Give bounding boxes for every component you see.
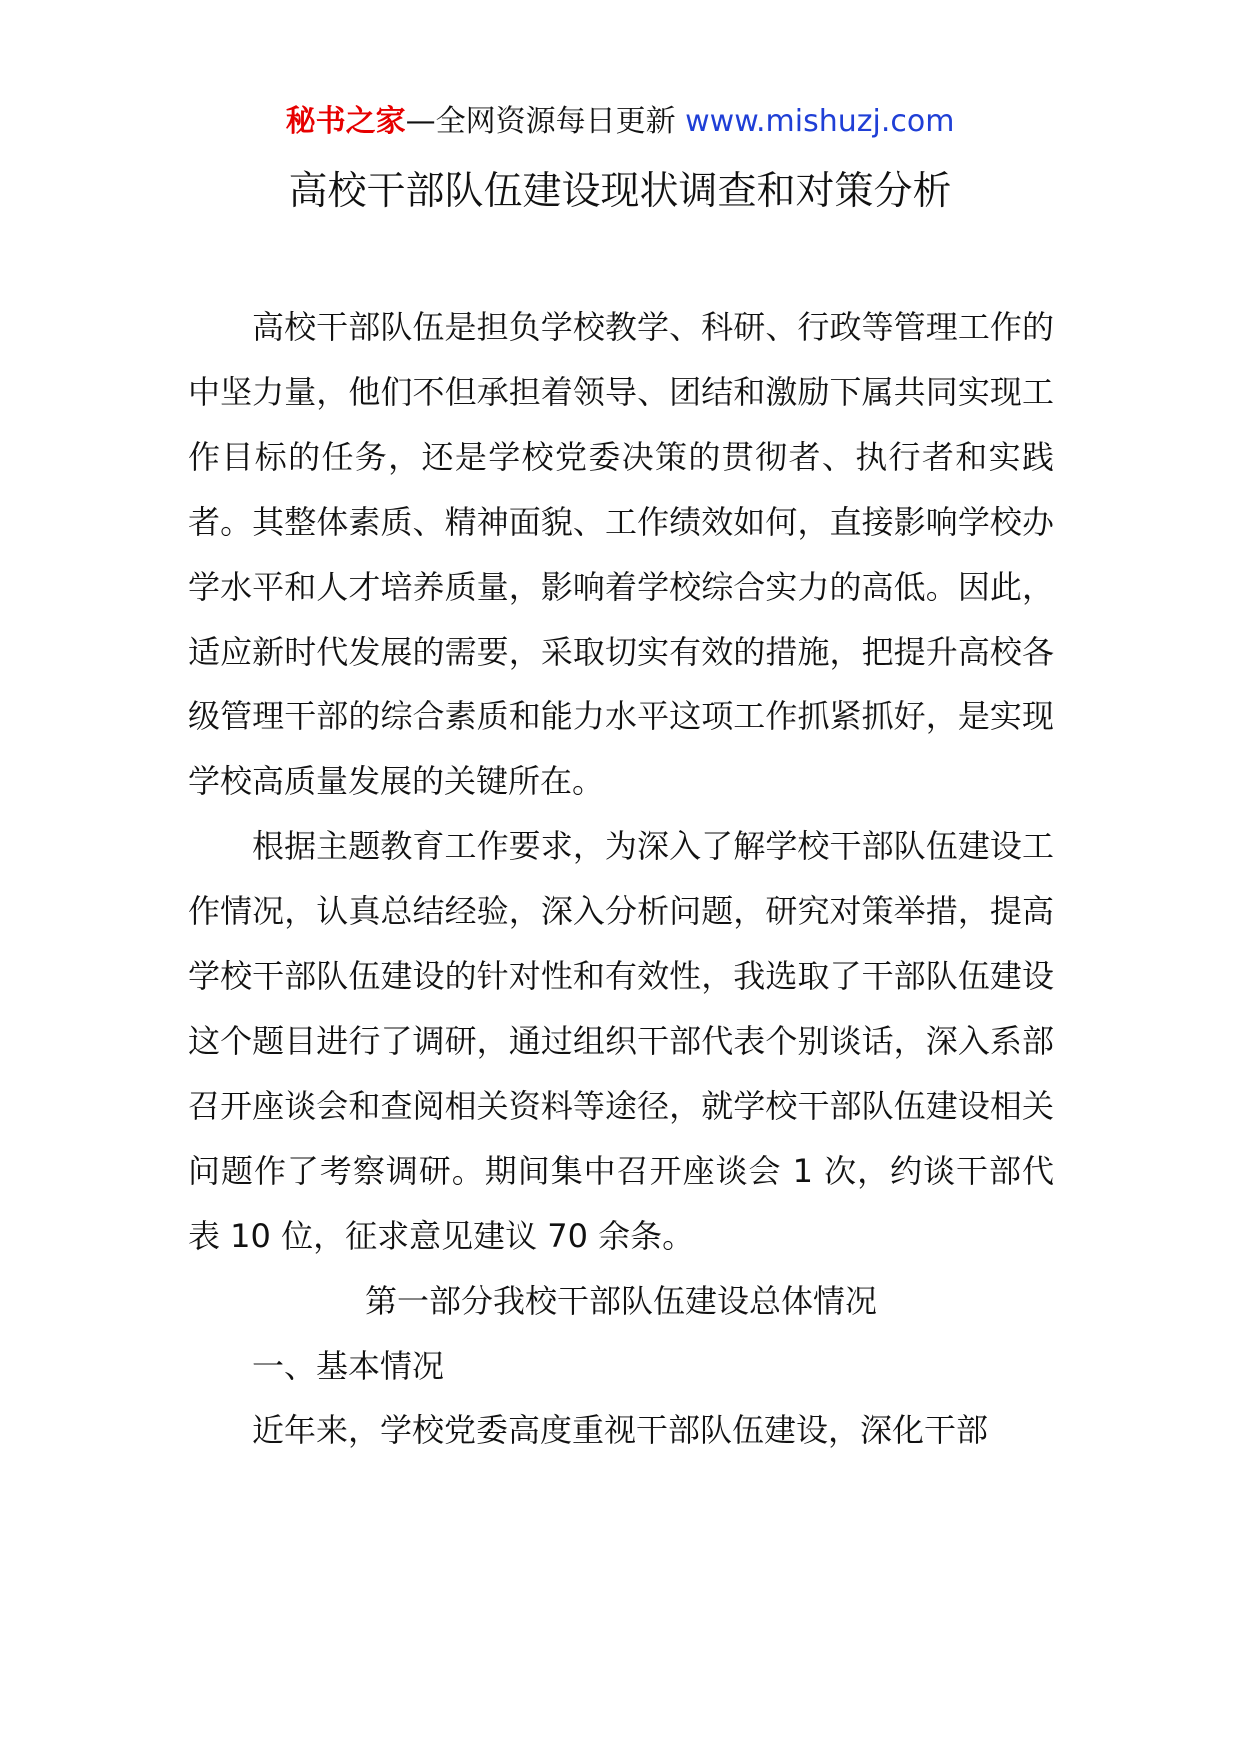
paragraph-method: 根据主题教育工作要求，为深入了解学校干部队伍建设工作情况，认真总结经验，深入分析问题，研究对策举措，提高学校干部队伍建设的针对性和有效性，我选取了干部队伍建设这个题目进行了调研，通过组织干部代表个别谈话，深入系部召开座谈会和查阅相关资料等途径，就学校干部队伍建设相关问题作了考察调研。期间集中召开座谈会 1 次，约谈干部代表 10 位，征求意见建议 70 余条。 [188, 827, 1054, 1255]
subheading: 一、基本情况 [252, 1346, 445, 1385]
site-header [0, 100, 1240, 144]
section-heading: 第一部分我校干部队伍建设总体情况 [364, 1281, 877, 1320]
brand-name: 秘书之家 [285, 104, 406, 139]
header-slogan: —全网资源每日更新 [405, 104, 686, 139]
paragraph-intro: 高校干部队伍是担负学校教学、科研、行政等管理工作的中坚力量，他们不但承担着领导、团结和激励下属共同实现工作目标的任务，还是学校党委决策的贯彻者、执行者和实践者。其整体素质、精神面貌、工作绩效如何，直接影响学校办学水平和人才培养质量，影响着学校综合实力的高低。因此，适应新时代发展的需要，采取切实有效的措施，把提升高校各级管理干部的综合素质和能力水平这项工作抓紧抓好，是实现学校高质量发展的关键所在。 [188, 308, 1054, 801]
document-body [188, 295, 1054, 1463]
site-url-link[interactable]: www.mishuzj.com [685, 104, 955, 139]
document-title: 高校干部队伍建设现状调查和对策分析 [288, 169, 952, 214]
paragraph-last: 近年来，学校党委高度重视干部队伍建设，深化干部 [252, 1411, 989, 1450]
